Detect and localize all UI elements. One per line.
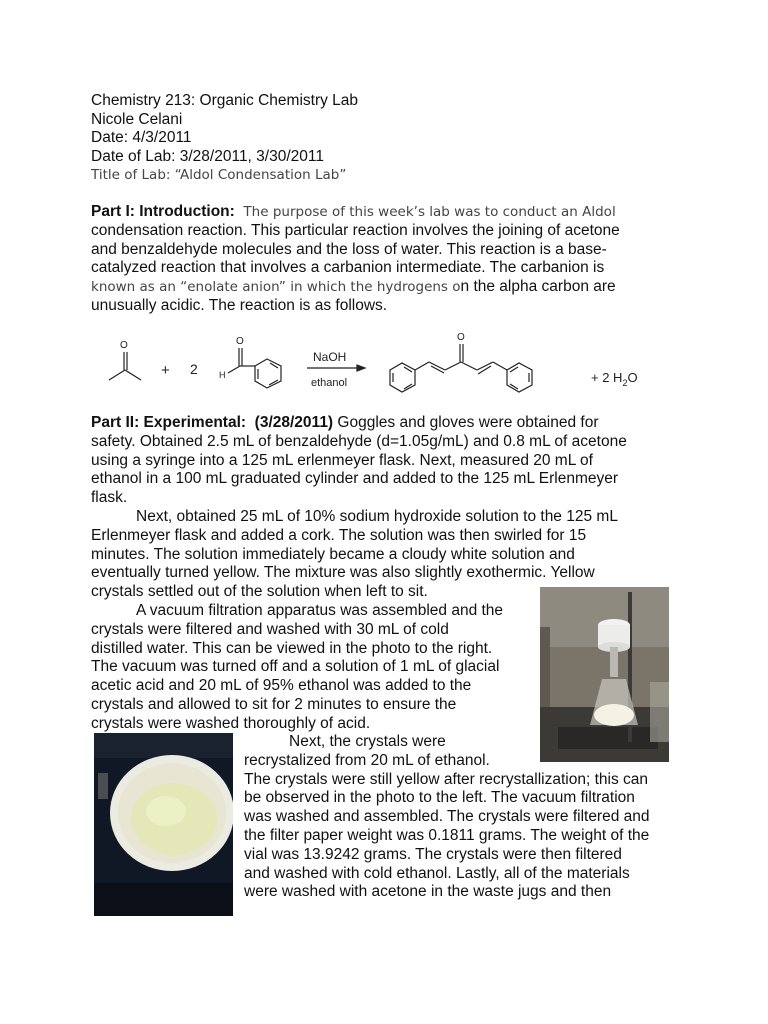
exp-line-15: acetic acid and 20 mL of 95% ethanol was added to the: [91, 677, 472, 695]
author-name: Nicole Celani: [91, 110, 183, 128]
exp-line-4: ethanol in a 100 mL graduated cylinder and added to the 125 mL Erlenmeyer: [91, 470, 619, 488]
intro-line-2: condensation reaction. This particular reaction involves the joining of acetone: [91, 221, 620, 239]
lab-title: Title of Lab: “Aldol Condensation Lab”: [91, 167, 347, 183]
intro-line-5b: n the alpha carbon are: [460, 278, 616, 296]
aldehyde-oxygen: O: [236, 336, 244, 347]
exp-line-26: were washed with acetone in the waste jugs and then: [244, 883, 612, 901]
exp-line-22: was washed and assembled. The crystals were filtered and: [244, 808, 650, 826]
exp-line-6: Next, obtained 25 mL of 10% sodium hydroxide solution to the 125 mL: [136, 507, 618, 525]
exp-line-8: minutes. The solution immediately became a cloudy white solution and: [91, 545, 575, 563]
exp-line-19: recrystalized from 20 mL of ethanol.: [244, 751, 490, 769]
exp-line-12: crystals were filtered and washed with 30 mL of cold: [91, 620, 449, 638]
exp-line-23: the filter paper weight was 0.1811 grams. The weight of the: [244, 826, 650, 844]
exp-line-10: crystals settled out of the solution when left to sit.: [91, 583, 428, 601]
aldehyde-h: H: [219, 370, 226, 380]
reaction-scheme: [95, 330, 695, 410]
introduction-section: [91, 203, 681, 316]
report-date: Date: 4/3/2011: [91, 129, 192, 146]
exp-line-2: safety. Obtained 2.5 mL of benzaldehyde (d=1.05g/mL) and 0.8 mL of acetone: [91, 432, 627, 450]
acetone-oxygen: O: [120, 340, 128, 351]
course-title: Chemistry 213: Organic Chemistry Lab: [91, 92, 359, 109]
exp-line-25: and washed with cold ethanol. Lastly, all of the materials: [244, 864, 630, 882]
intro-line-6: unusually acidic. The reaction is as follows.: [91, 296, 388, 314]
exp-line-13: distilled water. This can be viewed in the photo to the right.: [91, 639, 493, 657]
crystals-image: [94, 733, 233, 916]
exp-line-16: crystals and allowed to sit for 2 minutes to ensure the: [91, 695, 457, 713]
exp-line-14: The vacuum was turned off and a solution of 1 mL of glacial: [91, 658, 500, 676]
exp-line-24: vial was 13.9242 grams. The crystals were then filtered: [244, 845, 622, 863]
exp-line-9: eventually turned yellow. The mixture was also slightly exothermic. Yellow: [91, 564, 595, 582]
acetone-structure: [109, 340, 141, 380]
solvent-label: ethanol: [311, 377, 348, 389]
intro-line-5a: known as an “enolate anion” in which the hydrogens o: [91, 279, 461, 296]
intro-line-3: and benzaldehyde molecules and the loss of water. This reaction is a base-: [91, 240, 607, 258]
exp-line-7: Erlenmeyer flask and added a cork. The solution was then swirled for 15: [91, 526, 587, 544]
exp-line-1: Goggles and gloves were obtained for: [337, 414, 599, 431]
benzaldehyde-structure: [219, 336, 281, 388]
plus-sign: +: [161, 362, 170, 379]
experimental-heading: Part II: Experimental:: [91, 414, 247, 431]
intro-line-1: The purpose of this week’s lab was to conduct an Aldol: [243, 204, 616, 220]
coefficient-two: 2: [190, 361, 198, 377]
lab-date: Date of Lab: 3/28/2011, 3/30/2011: [91, 147, 324, 165]
experimental-date: (3/28/2011): [254, 414, 334, 431]
exp-line-5: flask.: [91, 489, 128, 507]
reagent-label: NaOH: [313, 350, 347, 364]
header-block: [91, 92, 358, 185]
intro-heading: Part I: Introduction:: [91, 203, 235, 220]
water-product: + 2 $H_2O$: [591, 370, 638, 388]
exp-line-20: The crystals were still yellow after recrystallization; this can: [244, 770, 648, 788]
exp-line-11: A vacuum filtration apparatus was assembled and the: [136, 601, 504, 619]
product-structure: [390, 332, 532, 392]
exp-line-18: Next, the crystals were: [289, 733, 446, 750]
reaction-arrow: [307, 350, 365, 389]
intro-line-4: catalyzed reaction that involves a carbanion intermediate. The carbanion is: [91, 259, 605, 277]
exp-line-21: be observed in the photo to the left. The vacuum filtration: [244, 789, 635, 807]
recrystallization-text: [244, 733, 650, 902]
photo-yellow-crystals: [94, 733, 233, 916]
ketone-oxygen: O: [457, 332, 465, 343]
exp-line-3: using a syringe into a 125 mL erlenmeyer flask. Next, measured 20 mL of: [91, 451, 593, 469]
exp-line-17: crystals were washed thoroughly of acid.: [91, 714, 371, 732]
